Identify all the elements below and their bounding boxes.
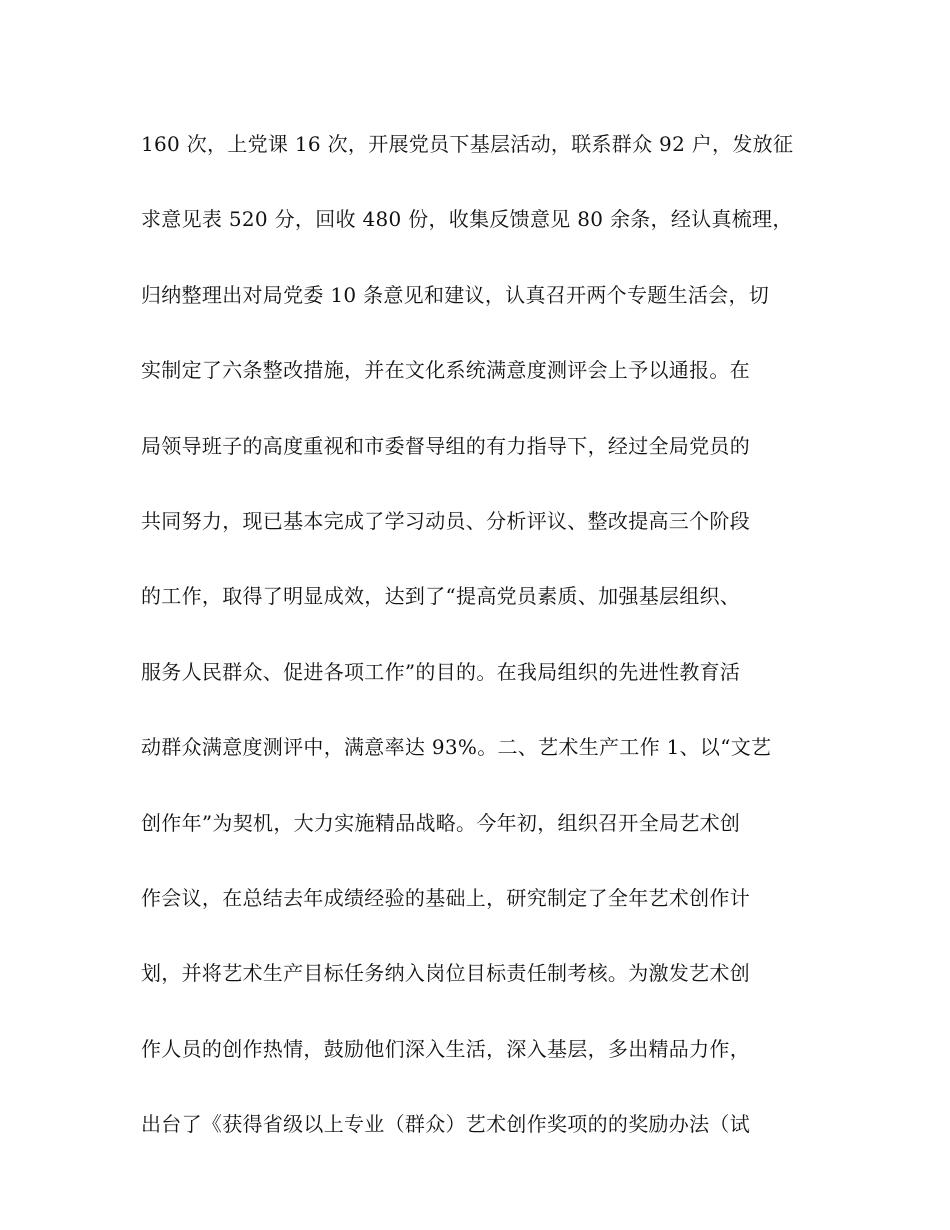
- text-line: 划，并将艺术生产目标任务纳入岗位目标责任制考核。为激发艺术创: [141, 961, 750, 986]
- text-line: 共同努力，现已基本完成了学习动员、分析评议、整改提高三个阶段: [141, 508, 750, 533]
- text-line: 归纳整理出对局党委 10 条意见和建议，认真召开两个专题生活会，切: [141, 282, 770, 307]
- text-line: 求意见表 520 分，回收 480 份，收集反馈意见 80 余条，经认真梳理，: [141, 207, 793, 232]
- text-line: 创作年”为契机，大力实施精品战略。今年初，组织召开全局艺术创: [141, 810, 741, 835]
- text-line: 动群众满意度测评中，满意率达 93%。二、艺术生产工作 1、以“文艺: [141, 735, 772, 760]
- text-line: 服务人民群众、促进各项工作”的目的。在我局组织的先进性教育活: [141, 659, 741, 684]
- text-line: 出台了《获得省级以上专业（群众）艺术创作奖项的的奖励办法（试: [141, 1112, 750, 1137]
- body-paragraph: [141, 124, 841, 1179]
- text-line: 的工作，取得了明显成效，达到了“提高党员素质、加强基层组织、: [141, 584, 741, 609]
- text-line: 局领导班子的高度重视和市委督导组的有力指导下，经过全局党员的: [141, 433, 750, 458]
- text-line: 实制定了六条整改措施，并在文化系统满意度测评会上予以通报。在: [141, 358, 750, 383]
- text-line: 160 次，上党课 16 次，开展党员下基层活动，联系群众 92 户，发放征: [141, 132, 794, 156]
- text-line: 作会议，在总结去年成绩经验的基础上，研究制定了全年艺术创作计: [141, 885, 750, 910]
- text-line: 作人员的创作热情，鼓励他们深入生活，深入基层，多出精品力作，: [141, 1036, 750, 1061]
